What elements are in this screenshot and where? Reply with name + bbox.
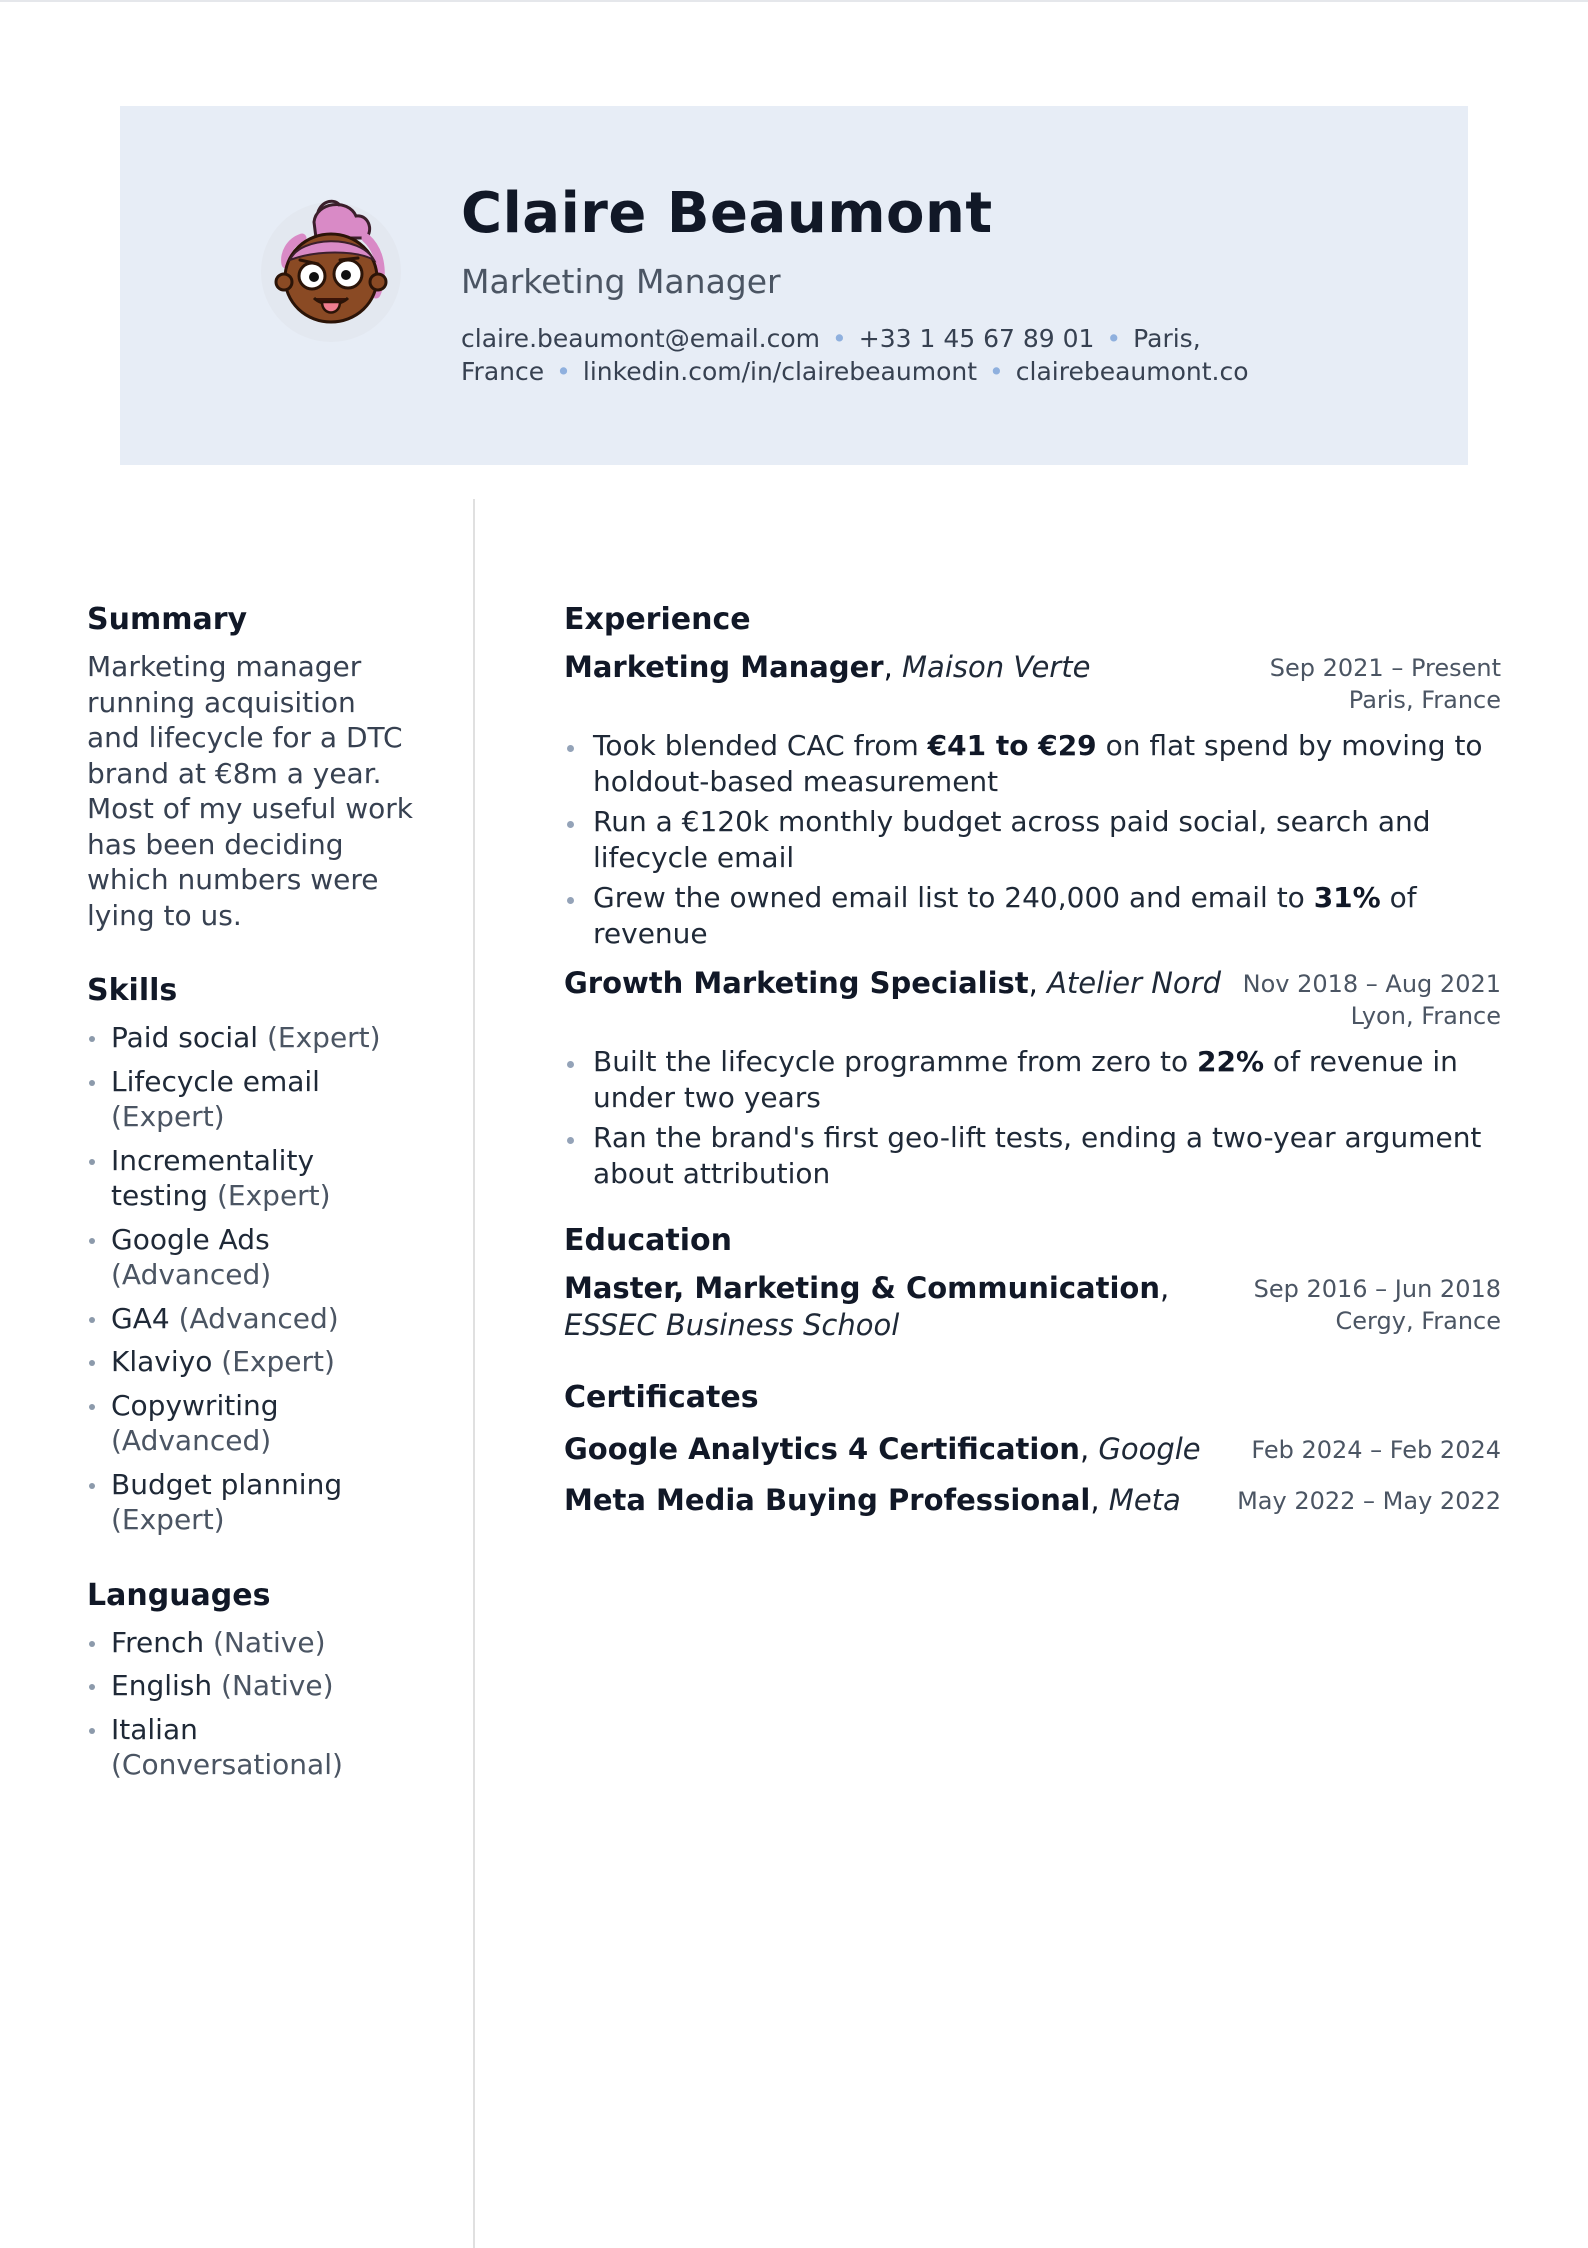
job-bullets — [564, 728, 1501, 951]
language-name: Italian — [111, 1712, 198, 1746]
separator-dot: • — [556, 357, 571, 387]
job-header — [564, 649, 1501, 716]
summary-section — [87, 600, 417, 933]
job-company: Atelier Nord — [1047, 966, 1222, 1000]
contact-linkedin[interactable]: linkedin.com/in/clairebeaumont — [582, 357, 978, 387]
certificate-name: Meta Media Buying Professional — [564, 1483, 1091, 1517]
top-border — [0, 0, 1588, 2]
skill-item — [87, 1020, 417, 1056]
contact-line — [461, 322, 1291, 388]
experience-section — [564, 600, 1501, 1191]
bullet-highlight: 22% — [1197, 1045, 1265, 1078]
education-school: ESSEC Business School — [564, 1308, 900, 1342]
language-level: (Native) — [221, 1669, 334, 1702]
certificate-entry — [564, 1482, 1501, 1519]
certificates-section — [564, 1378, 1501, 1519]
job-meta — [1243, 965, 1501, 1032]
skill-level: (Advanced) — [178, 1301, 339, 1335]
job-bullets — [564, 1044, 1501, 1191]
skill-item — [87, 1064, 417, 1135]
bullet-text: Took blended CAC from — [593, 729, 928, 762]
bullet-item — [564, 804, 1501, 875]
certificate-issuer: Meta — [1108, 1483, 1181, 1517]
job-header — [564, 965, 1501, 1032]
separator-dot: • — [989, 357, 1004, 387]
separator-dot: • — [832, 324, 847, 354]
section-heading-certificates: Certificates — [564, 1380, 759, 1415]
skill-item — [87, 1388, 417, 1459]
column-divider — [473, 499, 475, 2248]
skill-level: (Expert) — [216, 1179, 331, 1212]
certificate-title-line: Meta Media Buying Professional, Meta — [564, 1483, 1181, 1517]
main-column — [564, 600, 1501, 1519]
section-heading-experience: Experience — [564, 602, 751, 637]
skill-level: (Advanced) — [111, 1424, 272, 1457]
skill-name: Budget planning — [111, 1467, 343, 1501]
job-location: Paris, France — [1348, 686, 1501, 714]
certificate-name: Google Analytics 4 Certification — [564, 1432, 1080, 1466]
certificate-dates: Feb 2024 – Feb 2024 — [1251, 1436, 1501, 1464]
job-title-line: Marketing Manager, Maison Verte — [564, 650, 1091, 684]
skill-item — [87, 1344, 417, 1380]
education-title-line: Master, Marketing & Communication, ESSEC Business School — [564, 1271, 1170, 1342]
education-section — [564, 1221, 1501, 1344]
bullet-item — [564, 1120, 1501, 1191]
summary-text: Marketing manager running acquisition and lifecycle for a DTC brand at €8m a year. Most of my useful work has been deciding which numbers were lying to us. — [87, 650, 413, 932]
language-name: French — [111, 1625, 205, 1659]
job-dates: Sep 2021 – Present — [1269, 654, 1501, 682]
education-location: Cergy, France — [1335, 1307, 1501, 1335]
section-heading-summary: Summary — [87, 602, 248, 637]
bullet-item — [564, 880, 1501, 951]
skill-level: (Expert) — [266, 1021, 381, 1054]
skills-list — [87, 1020, 417, 1538]
job-entry — [564, 965, 1501, 1191]
languages-section — [87, 1576, 417, 1783]
header-text — [461, 181, 1291, 388]
language-item — [87, 1668, 417, 1704]
candidate-title: Marketing Manager — [461, 262, 781, 301]
contact-email[interactable]: claire.beaumont@email.com — [461, 324, 821, 354]
skill-level: (Expert) — [221, 1345, 335, 1378]
section-heading-skills: Skills — [87, 973, 178, 1008]
skill-level: (Expert) — [111, 1100, 225, 1133]
certificate-dates: May 2022 – May 2022 — [1237, 1487, 1501, 1515]
skill-name: Copywriting — [111, 1388, 279, 1422]
language-level: (Native) — [212, 1625, 326, 1659]
job-location: Lyon, France — [1350, 1002, 1501, 1030]
contact-phone: +33 1 45 67 89 01 — [858, 324, 1095, 354]
skill-item — [87, 1222, 417, 1293]
bullet-text: Ran the brand's first geo-lift tests, ending a two-year argument about attribution — [593, 1121, 1482, 1190]
sidebar-column — [87, 600, 417, 1791]
bullet-text: of revenue — [593, 881, 1417, 950]
bullet-text: Grew the owned email list to 240,000 and email to — [593, 881, 1314, 914]
skill-level: (Expert) — [111, 1503, 225, 1536]
skills-section — [87, 971, 417, 1538]
job-company: Maison Verte — [902, 650, 1091, 684]
bullet-text: of revenue in under two years — [593, 1045, 1458, 1114]
skill-name: Incrementality testing — [111, 1143, 315, 1212]
skill-level: (Advanced) — [111, 1258, 272, 1291]
skill-name: Klaviyo — [111, 1345, 213, 1378]
skill-name: Google Ads — [111, 1222, 270, 1256]
contact-website[interactable]: clairebeaumont.co — [1015, 357, 1249, 387]
cartoon-avatar-icon — [256, 194, 406, 344]
bullet-text: on flat spend by moving to holdout-based measurement — [593, 729, 1483, 798]
language-item — [87, 1712, 417, 1783]
resume-header — [120, 106, 1468, 465]
job-title-line: Growth Marketing Specialist, Atelier Nord — [564, 966, 1222, 1000]
languages-list — [87, 1625, 417, 1783]
bullet-text: Run a €120k monthly budget across paid social, search and lifecycle email — [593, 805, 1431, 874]
bullet-text: Built the lifecycle programme from zero to — [593, 1045, 1197, 1078]
language-name: English — [111, 1669, 213, 1702]
bullet-highlight: €41 to €29 — [927, 729, 1097, 762]
job-dates: Nov 2018 – Aug 2021 — [1242, 970, 1501, 998]
language-item — [87, 1625, 417, 1661]
separator-dot: • — [1106, 324, 1122, 354]
skill-item — [87, 1301, 417, 1337]
candidate-name: Claire Beaumont — [461, 181, 993, 246]
education-meta — [1254, 1270, 1501, 1337]
certificate-issuer: Google — [1098, 1432, 1201, 1466]
education-dates: Sep 2016 – Jun 2018 — [1253, 1275, 1501, 1303]
section-heading-languages: Languages — [87, 1577, 271, 1613]
job-role: Marketing Manager — [564, 650, 884, 684]
bullet-highlight: 31% — [1313, 881, 1381, 914]
skill-item — [87, 1467, 417, 1538]
certificate-entry — [564, 1431, 1501, 1468]
job-entry — [564, 649, 1501, 951]
language-level: (Conversational) — [111, 1748, 343, 1781]
education-degree: Master, Marketing & Communication — [564, 1271, 1160, 1305]
skill-name: GA4 — [111, 1301, 170, 1335]
skill-item — [87, 1143, 417, 1214]
job-meta — [1270, 649, 1501, 716]
section-heading-education: Education — [564, 1223, 732, 1258]
job-role: Growth Marketing Specialist — [564, 966, 1029, 1000]
education-entry — [564, 1270, 1501, 1344]
education-header — [564, 1270, 1501, 1344]
contact-location: Paris, France — [461, 324, 1201, 387]
certificate-title-line: Google Analytics 4 Certification, Google — [564, 1432, 1201, 1466]
bullet-item — [564, 1044, 1501, 1115]
skill-name: Lifecycle email — [111, 1064, 320, 1098]
bullet-item — [564, 728, 1501, 799]
skill-name: Paid social — [111, 1021, 259, 1054]
